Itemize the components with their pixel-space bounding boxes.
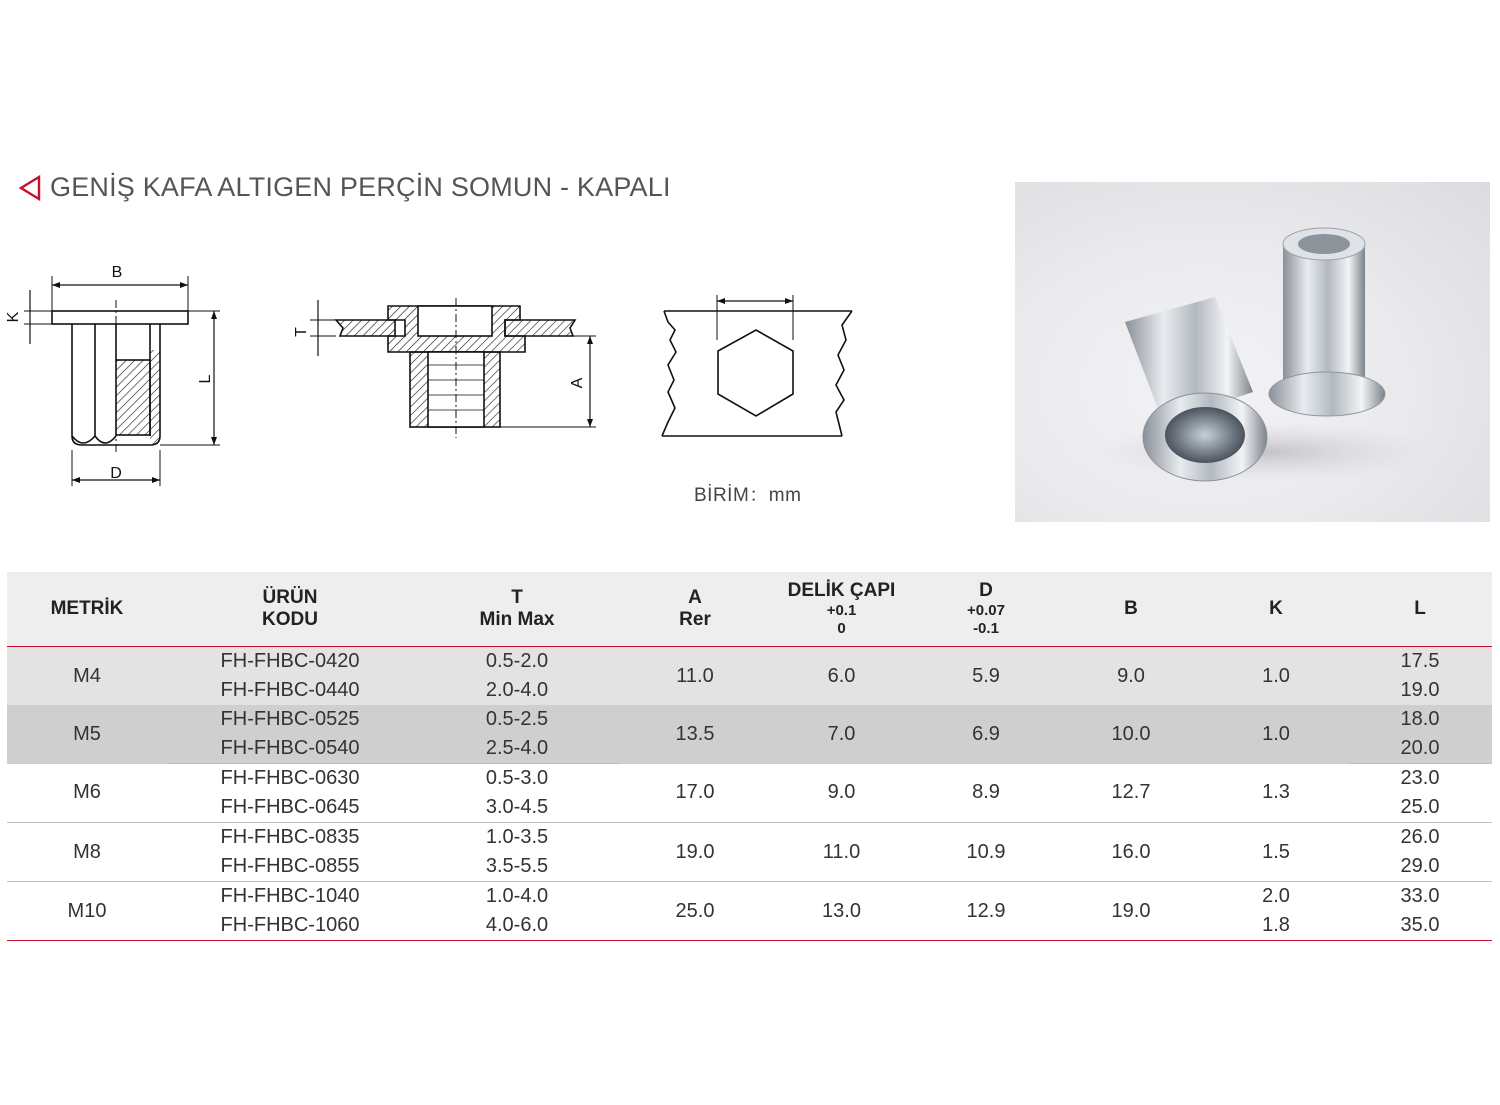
cell-l: 17.5 [1348,647,1492,677]
cell-a: 13.5 [621,705,769,764]
cell-b: 10.0 [1058,705,1204,764]
spec-table [7,572,1492,941]
cell-l: 35.0 [1348,911,1492,941]
cell-d: 10.9 [914,823,1058,882]
dim-l-label: L [197,374,214,384]
cell-a: 11.0 [621,647,769,706]
cell-metrik: M6 [7,764,167,823]
cell-code: FH-FHBC-0525 [167,705,413,734]
unit-label: BİRİM：mm [694,485,802,506]
cell-l: 18.0 [1348,705,1492,734]
cell-delik: 9.0 [769,764,914,823]
table-row [7,764,1492,794]
col-b: B [1058,572,1204,647]
col-urun-kodu: ÜRÜN KODU [167,572,413,647]
table-row [7,705,1492,734]
cell-code: FH-FHBC-0630 [220,767,360,789]
cell-t: 1.0-4.0 [485,885,549,907]
cell-t: 3.0-4.5 [413,793,621,823]
col-a: A Rer [621,572,769,647]
page-title: GENİŞ KAFA ALTIGEN PERÇİN SOMUN - KAPALI [50,172,671,202]
cell-k: 1.0 [1204,705,1348,764]
cell-l: 25.0 [1348,793,1492,823]
cell-k: 1.8 [1204,911,1348,941]
col-l: L [1348,572,1492,647]
cell-l: 23.0 [1400,767,1440,789]
cell-l: 26.0 [1400,826,1440,848]
dim-b-label: B [111,264,123,281]
table-row [7,882,1492,912]
cell-metrik: M5 [7,705,167,764]
triangle-left-icon [18,175,42,201]
cell-d: 8.9 [914,764,1058,823]
technical-drawings [0,240,900,510]
cell-t: 2.0-4.0 [413,676,621,705]
cell-t: 0.5-2.5 [413,705,621,734]
cell-code: FH-FHBC-1060 [167,911,413,941]
cell-k: 1.0 [1204,647,1348,706]
cell-b: 19.0 [1058,882,1204,941]
cell-code: FH-FHBC-1040 [220,885,360,907]
dim-a-label: A [569,377,586,389]
cell-code: FH-FHBC-0835 [220,826,360,848]
cell-b: 9.0 [1058,647,1204,706]
cell-code: FH-FHBC-0440 [167,676,413,705]
header [18,172,671,203]
cell-d: 6.9 [914,705,1058,764]
cell-code: FH-FHBC-0540 [167,734,413,764]
col-metrik: METRİK [7,572,167,647]
cell-d: 5.9 [914,647,1058,706]
cell-metrik: M8 [7,823,167,882]
cell-d: 12.9 [914,882,1058,941]
table-row [7,823,1492,853]
cell-code: FH-FHBC-0855 [167,852,413,882]
cell-l: 29.0 [1348,852,1492,882]
cell-b: 12.7 [1058,764,1204,823]
cell-delik: 7.0 [769,705,914,764]
cell-l: 20.0 [1348,734,1492,764]
cell-delik: 6.0 [769,647,914,706]
side-section-drawing [24,276,220,486]
cell-a: 25.0 [621,882,769,941]
cell-t: 4.0-6.0 [413,911,621,941]
dim-d-label: D [110,465,122,482]
cell-a: 19.0 [621,823,769,882]
cell-l: 19.0 [1348,676,1492,705]
rivet-nut-photo-icon [1015,182,1490,522]
cell-delik: 13.0 [769,882,914,941]
cell-k: 1.3 [1204,764,1348,823]
cell-t: 0.5-2.0 [413,647,621,677]
col-t: T Min Max [413,572,621,647]
hex-hole-drawing [662,295,852,436]
cell-a: 17.0 [621,764,769,823]
cell-delik: 11.0 [769,823,914,882]
cell-k: 2.0 [1262,885,1290,907]
cell-t: 0.5-3.0 [485,767,549,789]
dim-t-label: T [293,327,310,337]
col-delik-capi: DELİK ÇAPI +0.1 0 [769,572,914,647]
cell-metrik: M10 [7,882,167,941]
product-photo [1015,182,1490,522]
col-k: K [1204,572,1348,647]
cell-t: 3.5-5.5 [413,852,621,882]
col-d: D +0.07 -0.1 [914,572,1058,647]
table-header-row [7,572,1492,647]
table-row [7,647,1492,677]
cell-code: FH-FHBC-0645 [167,793,413,823]
cell-t: 2.5-4.0 [413,734,621,764]
cell-t: 1.0-3.5 [485,826,549,848]
dim-k-label: K [5,311,22,323]
cell-code: FH-FHBC-0420 [167,647,413,677]
cell-k: 1.5 [1204,823,1348,882]
installed-section-drawing [310,298,596,438]
cell-metrik: M4 [7,647,167,706]
cell-l: 33.0 [1400,885,1440,907]
cell-b: 16.0 [1058,823,1204,882]
